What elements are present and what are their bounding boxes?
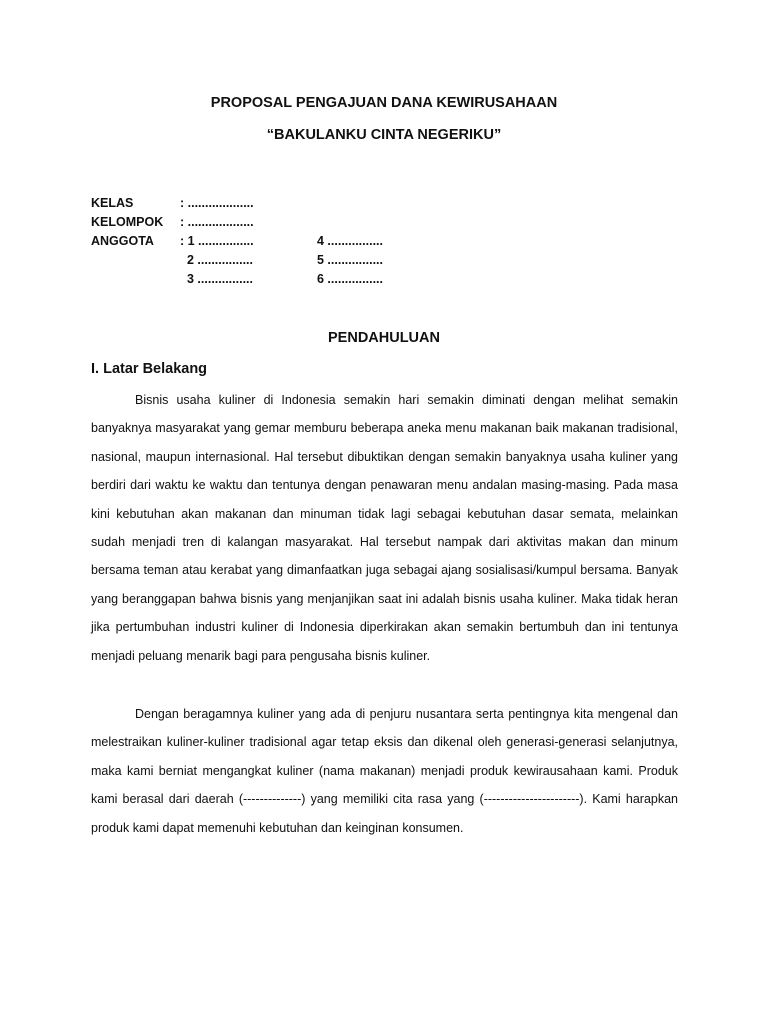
paragraph: Dengan beragamnya kuliner yang ada di penjuru nusantara serta pentingnya kita mengenal dan melestraikan kuliner-kuliner tradisional agar tetap eksis dan dikenal oleh generasi-generasi selanjutnya, maka kami berniat mengangkat kuliner (nama makanan) menjadi produk kewirausahaan kami. Produk kami berasal dari daerah (--------------) yang memiliki cita rasa yang (-----------------------). Kami harapkan produk kami dapat memenuhi kebutuhan dan keinginan konsumen. bbox=[91, 707, 678, 835]
paragraph: Bisnis usaha kuliner di Indonesia semakin hari semakin diminati dengan melihat semakin banyaknya masyarakat yang gemar memburu beberapa aneka menu makanan baik makanan tradisional, nasional, maupun internasional. Hal tersebut dibuktikan dengan semakin banyaknya usaha kuliner yang berdiri dari waktu ke waktu dan tentunya dengan penawaran menu andalan masing-masing. Pada masa kini kebutuhan akan makanan dan minuman tidak lagi sebagai kebutuhan dasar semata, melainkan sudah menjadi tren di kalangan masyarakat. Hal tersebut nampak dari aktivitas makan dan minum bersama teman atau kerabat yang dimanfaatkan juga sebagai ajang sosialisasi/kumpul bersama. Banyak yang beranggapan bahwa bisnis yang menjanjikan saat ini adalah bisnis usaha kuliner. Maka tidak heran jika pertumbuhan industri kuliner di Indonesia diperkirakan akan semakin bertumbuh dan ini tentunya menjadi peluang menarik bagi para pengusaha bisnis kuliner. bbox=[91, 393, 678, 663]
subsection-title: I. Latar Belakang bbox=[91, 361, 208, 377]
anggota-label: ANGGOTA bbox=[91, 234, 154, 248]
kelas-label: KELAS bbox=[91, 196, 134, 210]
anggota-item: : 1 ................ bbox=[180, 234, 254, 248]
kelompok-label: KELOMPOK bbox=[91, 215, 164, 229]
anggota-item: 3 ................ bbox=[187, 272, 253, 286]
document-subtitle: “BAKULANKU CINTA NEGERIKU” bbox=[266, 127, 502, 143]
section-title: PENDAHULUAN bbox=[328, 330, 440, 346]
anggota-item: 4 ................ bbox=[317, 234, 383, 248]
document-title: PROPOSAL PENGAJUAN DANA KEWIRUSAHAAN bbox=[210, 95, 558, 111]
kelompok-value: : ................... bbox=[180, 215, 254, 229]
anggota-item: 5 ................ bbox=[317, 253, 383, 267]
kelas-value: : ................... bbox=[180, 196, 254, 210]
anggota-item: 2 ................ bbox=[187, 253, 253, 267]
anggota-item: 6 ................ bbox=[317, 272, 383, 286]
